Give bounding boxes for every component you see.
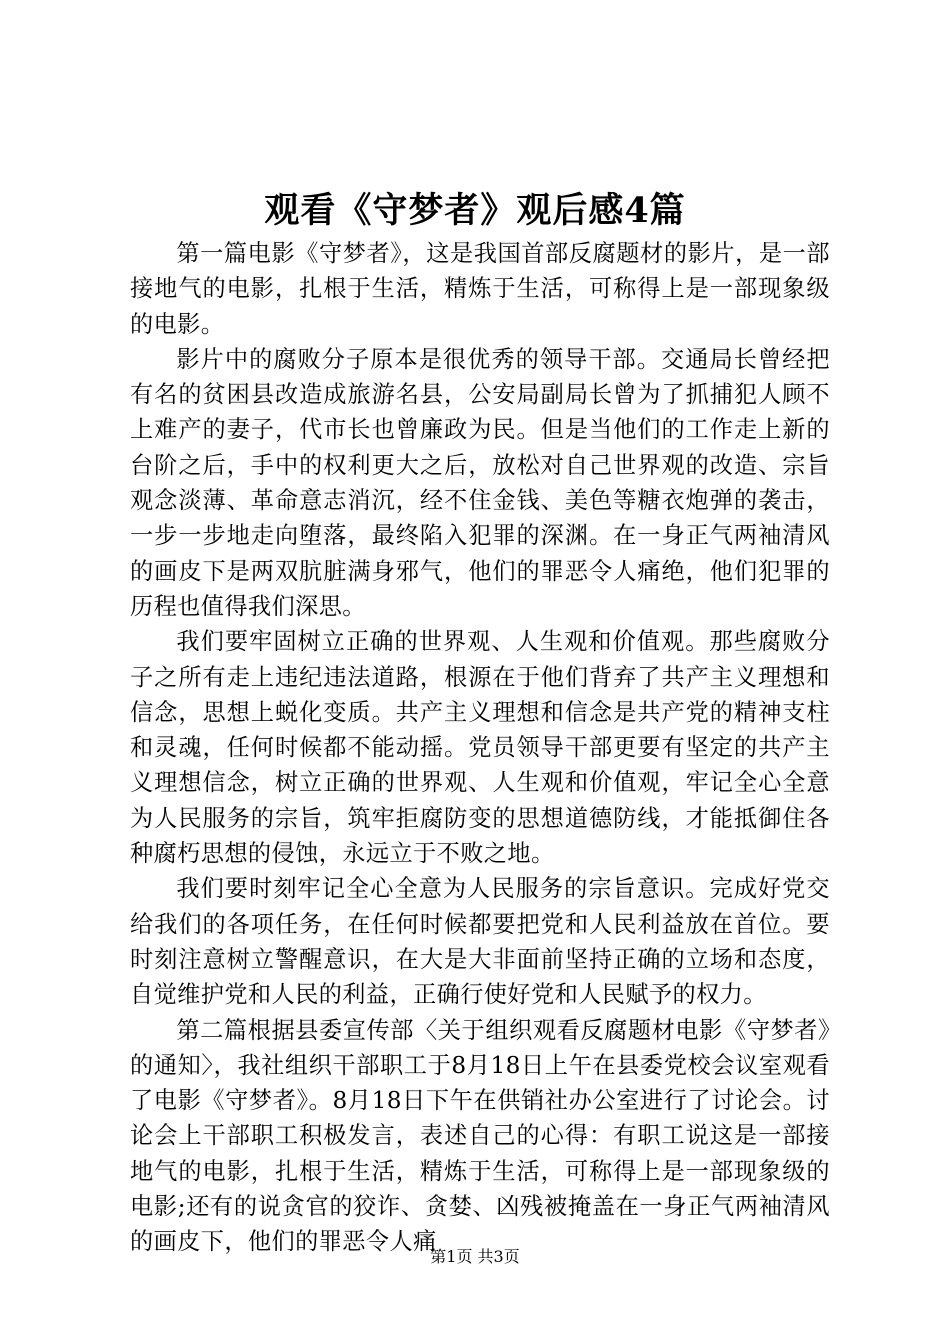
page-footer: 第1页 共3页 <box>430 1247 520 1266</box>
paragraph: 我们要牢固树立正确的世界观、人生观和价值观。那些腐败分子之所有走上违纪违法道路，根源在于他们背弃了共产主义理想和信念，思想上蜕化变质。共产主义理想和信念是共产党的精神支柱和灵魂，任何时候都不能动摇。党员领导干部更要有坚定的共产主义理想信念，树立正确的世界观、人生观和价值观，牢记全心全意为人民服务的宗旨，筑牢拒腐防变的思想道德防线，才能抵御住各种腐朽思想的侵蚀，永远立于不败之地。 <box>130 628 830 868</box>
document-title: 观看《守梦者》观后感4篇 <box>264 190 686 231</box>
paragraph: 第二篇根据县委宣传部〈关于组织观看反腐题材电影《守梦者》的通知〉，我社组织干部职工于8月18日上午在县委党校会议室观看了电影《守梦者》。8月18日下午在供销社办公室进行了讨论会。讨论会上干部职工积极发言，表述自己的心得：有职工说这是一部接地气的电影，扎根于生活，精炼于生活，可称得上是一部现象级的电影;还有的说贪官的狡诈、贪婪、凶残被掩盖在一身正气两袖清风的画皮下，他们的罪恶令人痛 <box>130 1016 830 1256</box>
document-body <box>130 236 830 1260</box>
paragraph: 第一篇电影《守梦者》，这是我国首部反腐题材的影片，是一部接地气的电影，扎根于生活，精炼于生活，可称得上是一部现象级的电影。 <box>130 240 830 338</box>
paragraph: 影片中的腐败分子原本是很优秀的领导干部。交通局长曾经把有名的贫困县改造成旅游名县，公安局副局长曾为了抓捕犯人顾不上难产的妻子，代市长也曾廉政为民。但是当他们的工作走上新的台阶之后，手中的权利更大之后，放松对自己世界观的改造、宗旨观念淡薄、革命意志消沉，经不住金钱、美色等糖衣炮弹的袭击，一步一步地走向堕落，最终陷入犯罪的深渊。在一身正气两袖清风的画皮下是两双肮脏满身邪气，他们的罪恶令人痛绝，他们犯罪的历程也值得我们深思。 <box>130 345 830 620</box>
paragraph: 我们要时刻牢记全心全意为人民服务的宗旨意识。完成好党交给我们的各项任务，在任何时候都要把党和人民利益放在首位。要时刻注意树立警醒意识，在大是大非面前坚持正确的立场和态度，自觉维护党和人民的利益，正确行使好党和人民赋予的权力。 <box>130 875 830 1009</box>
